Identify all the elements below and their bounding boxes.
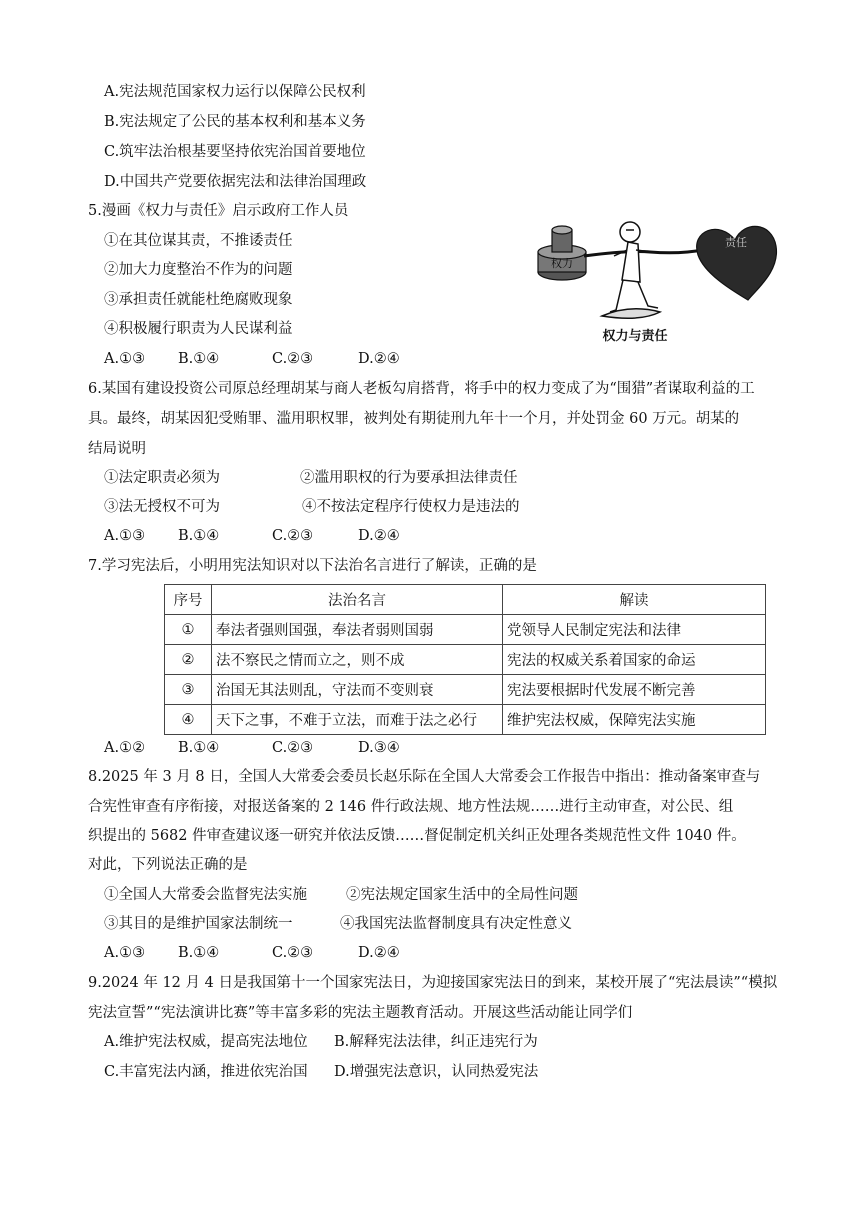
q7-stem: 7.学习宪法后，小明用宪法知识对以下法治名言进行了解读，正确的是 — [88, 558, 537, 574]
q6-stem-line-1: 6.某国有建设投资公司原总经理胡某与商人老板勾肩搭背，将手中的权力变成了为“围猎”者谋取利益的工 — [88, 381, 755, 397]
q8-option-d: D.②④ — [358, 945, 400, 961]
table-row — [165, 705, 766, 735]
q8-item-2: ②宪法规定国家生活中的全局性问题 — [346, 887, 578, 903]
q5-item-4: ④积极履行职责为人民谋利益 — [104, 321, 293, 337]
row-no: ③ — [165, 675, 212, 705]
q5-option-b: B.①④ — [178, 351, 220, 367]
q5-option-a: A.①③ — [104, 351, 146, 367]
q8-stem-line-4: 对此，下列说法正确的是 — [88, 857, 248, 873]
q8-option-a: A.①③ — [104, 945, 146, 961]
table-row — [165, 675, 766, 705]
q4-option-a: A.宪法规范国家权力运行以保障公民权利 — [104, 84, 366, 100]
power-weight-icon — [538, 226, 586, 280]
comic-power-and-responsibility — [530, 200, 780, 350]
q6-item-2: ②滥用职权的行为要承担法律责任 — [300, 470, 518, 486]
q5-option-c: C.②③ — [272, 351, 314, 367]
q5-item-2: ②加大力度整治不作为的问题 — [104, 262, 293, 278]
q8-options — [104, 943, 400, 963]
row-interpretation: 宪法的权威关系着国家的命运 — [503, 645, 766, 675]
q6-option-b: B.①④ — [178, 528, 220, 544]
header-no: 序号 — [165, 585, 212, 615]
q7-option-b: B.①④ — [178, 740, 220, 756]
q8-stem-line-1: 8.2025 年 3 月 8 日，全国人大常委会委员长赵乐际在全国人大常委会工作报告中指出：推动备案审查与 — [88, 769, 761, 785]
comic-caption: 权力与责任 — [602, 329, 668, 344]
official-figure-icon — [602, 222, 660, 318]
heart-label: 责任 — [725, 236, 747, 249]
q8-item-1: ①全国人大常委会监督宪法实施 — [104, 887, 307, 903]
row-interpretation: 宪法要根据时代发展不断完善 — [503, 675, 766, 705]
q6-option-a: A.①③ — [104, 528, 146, 544]
q9-option-a: A.维护宪法权威，提高宪法地位 — [104, 1034, 308, 1050]
header-quote: 法治名言 — [212, 585, 503, 615]
row-no: ④ — [165, 705, 212, 735]
q8-option-b: B.①④ — [178, 945, 220, 961]
row-quote: 天下之事，不难于立法，而难于法之必行 — [212, 705, 503, 735]
q7-options — [104, 738, 400, 758]
q6-item-4: ④不按法定程序行使权力是违法的 — [302, 499, 520, 515]
q9-stem-line-1: 9.2024 年 12 月 4 日是我国第十一个国家宪法日，为迎接国家宪法日的到来，某校开展了“宪法晨读”“模拟 — [88, 975, 778, 991]
q9-option-d: D.增强宪法意识，认同热爱宪法 — [334, 1064, 539, 1080]
q5-option-d: D.②④ — [358, 351, 400, 367]
row-interpretation: 党领导人民制定宪法和法律 — [503, 615, 766, 645]
q5-item-3: ③承担责任就能杜绝腐败现象 — [104, 292, 293, 308]
q5-stem: 5.漫画《权力与责任》启示政府工作人员 — [88, 203, 349, 219]
q6-item-1: ①法定职责必须为 — [104, 470, 220, 486]
q4-option-c: C.筑牢法治根基要坚持依宪治国首要地位 — [104, 144, 366, 160]
row-no: ② — [165, 645, 212, 675]
q6-options — [104, 526, 400, 546]
q8-item-3: ③其目的是维护国家法制统一 — [104, 916, 293, 932]
q9-stem-line-2: 宪法宣誓”“宪法演讲比赛”等丰富多彩的宪法主题教育活动。开展这些活动能让同学们 — [88, 1005, 633, 1021]
q7-option-a: A.①② — [104, 740, 146, 756]
q7-option-d: D.③④ — [358, 740, 400, 756]
row-quote: 法不察民之情而立之，则不成 — [212, 645, 503, 675]
q7-option-c: C.②③ — [272, 740, 314, 756]
q8-stem-line-2: 合宪性审查有序衔接，对报送备案的 2 146 件行政法规、地方性法规……进行主动审查，对公民、组 — [88, 799, 734, 815]
q6-option-d: D.②④ — [358, 528, 400, 544]
row-no: ① — [165, 615, 212, 645]
q5-item-1: ①在其位谋其责，不推诿责任 — [104, 233, 293, 249]
q6-option-c: C.②③ — [272, 528, 314, 544]
q8-option-c: C.②③ — [272, 945, 314, 961]
q4-option-b: B.宪法规定了公民的基本权利和基本义务 — [104, 114, 366, 130]
q9-option-b: B.解释宪法法律，纠正违宪行为 — [334, 1034, 538, 1050]
q9-option-c: C.丰富宪法内涵，推进依宪治国 — [104, 1064, 308, 1080]
q8-item-4: ④我国宪法监督制度具有决定性意义 — [340, 916, 572, 932]
table-row — [165, 645, 766, 675]
q6-stem-line-2: 具。最终，胡某因犯受贿罪、滥用职权罪，被判处有期徒刑九年十一个月，并处罚金 60 万元。胡某的 — [88, 411, 740, 427]
q7-table — [164, 584, 766, 735]
q4-option-d: D.中国共产党要依据宪法和法律治国理政 — [104, 174, 367, 190]
q6-item-3: ③法无授权不可为 — [104, 499, 220, 515]
row-quote: 治国无其法则乱，守法而不变则衰 — [212, 675, 503, 705]
table-row — [165, 615, 766, 645]
q8-stem-line-3: 织提出的 5682 件审查建议逐一研究并依法反馈……督促制定机关纠正处理各类规范性文件 1040 件。 — [88, 828, 746, 844]
row-interpretation: 维护宪法权威，保障宪法实施 — [503, 705, 766, 735]
heart-responsibility-icon — [697, 226, 777, 300]
table-header-row — [165, 585, 766, 615]
weight-label: 权力 — [551, 257, 573, 270]
q5-options — [104, 349, 400, 369]
q6-stem-line-3: 结局说明 — [88, 441, 146, 457]
row-quote: 奉法者强则国强，奉法者弱则国弱 — [212, 615, 503, 645]
header-interpretation: 解读 — [503, 585, 766, 615]
